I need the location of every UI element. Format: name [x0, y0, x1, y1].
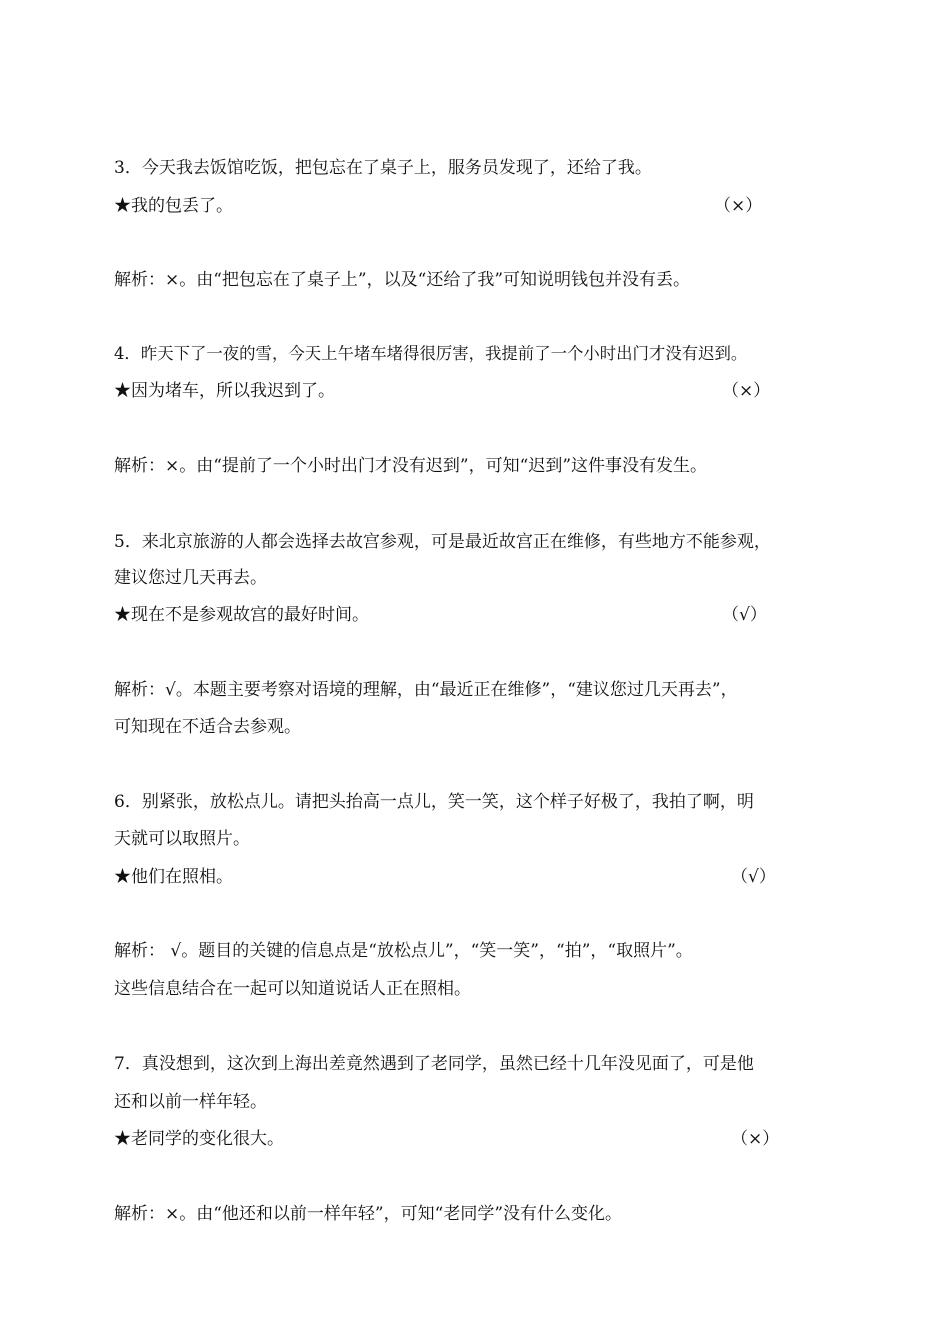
question-5-explanation-line-1: 解析：√。本题主要考察对语境的理解，由“最近正在维修”，“建议您过几天再去”， — [114, 680, 738, 700]
question-6-explanation-line-1: 解析： √。题目的关键的信息点是“放松点儿”，“笑一笑”，“拍”，“取照片”。 — [114, 941, 693, 961]
question-3-answer: （×） — [714, 196, 763, 216]
question-5-prompt-line-1: 5．来北京旅游的人都会选择去故宫参观，可是最近故宫正在维修，有些地方不能参观， — [114, 532, 771, 552]
question-3-explanation-line-1: 解析：×。由“把包忘在了桌子上”，以及“还给了我”可知说明钱包并没有丢。 — [114, 270, 691, 290]
question-6-explanation-line-2: 这些信息结合在一起可以知道说话人正在照相。 — [114, 979, 471, 999]
question-4-explanation-line-1: 解析：×。由“提前了一个小时出门才没有迟到”，可知“迟到”这件事没有发生。 — [114, 456, 708, 476]
question-3-statement: ★我的包丢了。 — [114, 196, 233, 216]
question-4-prompt-line-1: 4．昨天下了一夜的雪，今天上午堵车堵得很厉害，我提前了一个小时出门才没有迟到。 — [114, 344, 748, 363]
question-6-prompt-line-2: 天就可以取照片。 — [114, 829, 250, 849]
question-7-explanation-line-1: 解析：×。由“他还和以前一样年轻”，可知“老同学”没有什么变化。 — [114, 1204, 623, 1224]
question-6-statement: ★他们在照相。 — [114, 867, 233, 887]
question-7-answer: （×） — [731, 1129, 780, 1149]
question-5-prompt-line-2: 建议您过几天再去。 — [114, 568, 267, 588]
question-4-answer: （×） — [722, 381, 771, 401]
question-6-prompt-line-1: 6．别紧张，放松点儿。请把头抬高一点儿，笑一笑，这个样子好极了，我拍了啊，明 — [114, 792, 754, 812]
question-7-prompt-line-2: 还和以前一样年轻。 — [114, 1092, 267, 1112]
question-7-statement: ★老同学的变化很大。 — [114, 1129, 284, 1149]
question-4-statement: ★因为堵车，所以我迟到了。 — [114, 381, 335, 401]
question-5-statement: ★现在不是参观故宫的最好时间。 — [114, 605, 369, 625]
question-5-explanation-line-2: 可知现在不适合去参观。 — [114, 717, 301, 737]
question-6-answer: （√） — [731, 867, 776, 887]
question-5-answer: （√） — [722, 605, 767, 625]
question-3-prompt-line-1: 3．今天我去饭馆吃饭，把包忘在了桌子上，服务员发现了，还给了我。 — [114, 158, 652, 178]
question-7-prompt-line-1: 7．真没想到，这次到上海出差竟然遇到了老同学，虽然已经十几年没见面了，可是他 — [114, 1054, 754, 1074]
